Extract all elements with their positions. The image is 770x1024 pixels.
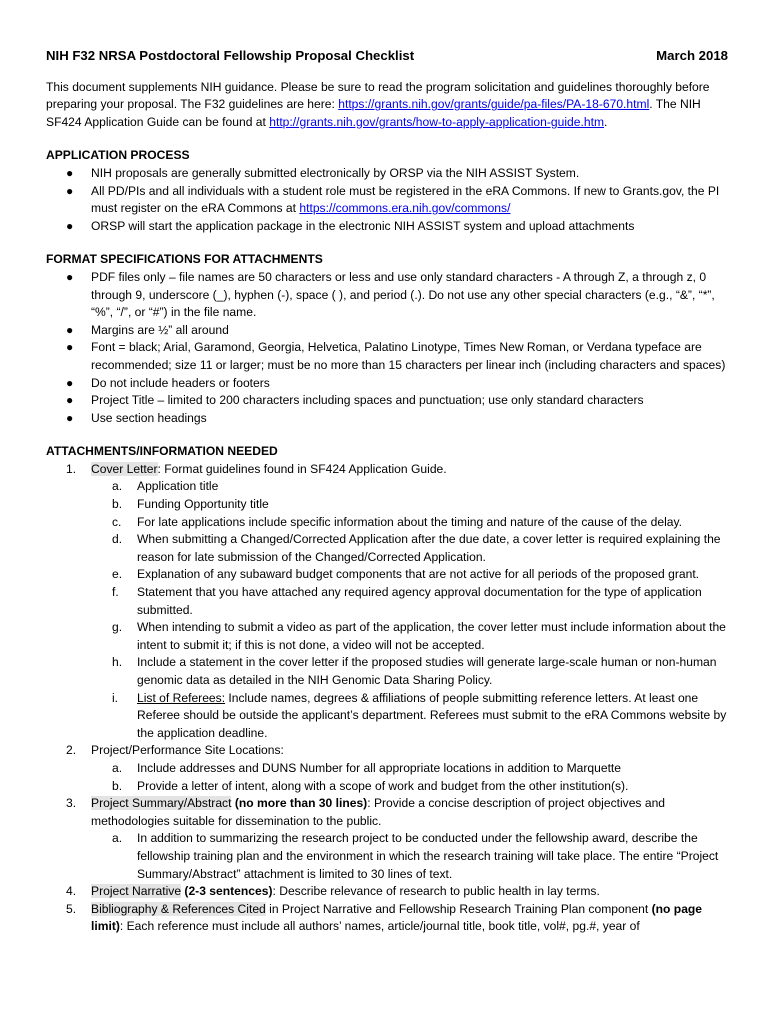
sub-item-referees: i. List of Referees: Include names, degrees & affiliations of people submitting reference letters. At least one Referee should be outside the applicant’s department. Referees must submit to the eRA Commons website by the application deadline. <box>112 690 727 740</box>
referees-label: List of Referees: <box>137 690 226 705</box>
sub-item: a. In addition to summarizing the research project to be conducted under the fellowship award, describe the fellowship training plan and the environment in which the research training will take place. The entire “Project Summary/Abstract” attachment is limited to 30 lines of text. <box>112 831 719 881</box>
list-item: ● Project Title – limited to 200 characters including spaces and punctuation; use only standard characters <box>46 392 728 410</box>
list-item: ● ORSP will start the application package in the electronic NIH ASSIST system and upload attachments <box>46 218 728 236</box>
sub-item: a. Application title <box>112 479 219 494</box>
bullet-icon: ● <box>66 375 74 390</box>
bullet-icon: ● <box>66 218 74 233</box>
bullet-icon: ● <box>66 269 74 284</box>
intro-paragraph <box>46 79 728 132</box>
list-item: ● Font = black; Arial, Garamond, Georgia, Helvetica, Palatino Linotype, Times New Roman, or Verdana typeface are recommended; size 11 or larger; must be no more than 15 characters per linear inch (including characters and spaces) <box>66 340 726 372</box>
document-header <box>46 47 728 65</box>
list-item-site-locations: 2. Project/Performance Site Locations: <box>66 743 284 758</box>
sub-item: a. Include addresses and DUNS Number for all appropriate locations in addition to Marquette <box>112 760 622 775</box>
sub-item: c. For late applications include specific information about the timing and nature of the cause of the delay. <box>112 514 682 529</box>
application-list <box>46 165 728 235</box>
list-item-cover-letter: 1. Cover Letter: Format guidelines found in SF424 Application Guide. <box>66 461 447 476</box>
sub-item: e. Explanation of any subaward budget components that are not active for all periods of the proposed grant. <box>112 567 700 582</box>
list-item: ● Use section headings <box>46 410 728 428</box>
sub-item: b. Funding Opportunity title <box>112 497 269 512</box>
bullet-icon: ● <box>66 165 74 180</box>
list-item: ● NIH proposals are generally submitted electronically by ORSP via the NIH ASSIST System. <box>46 165 728 183</box>
list-item-bibliography: 5. Bibliography & References Cited in Project Narrative and Fellowship Research Training Plan component (no page limit): Each reference must include all authors’ names, article/journal title, book title, vol#, pg.#, year of <box>66 901 703 934</box>
document-title: NIH F32 NRSA Postdoctoral Fellowship Proposal Checklist <box>46 48 415 63</box>
sub-item: b. Provide a letter of intent, along with a scope of work and budget from the other institution(s). <box>112 778 629 793</box>
document-date: March 2018 <box>656 48 728 63</box>
list-item: ● Do not include headers or footers <box>46 375 728 393</box>
bullet-icon: ● <box>66 393 74 408</box>
section-heading-format: FORMAT SPECIFICATIONS FOR ATTACHMENTS <box>46 252 323 267</box>
list-item: ● PDF files only – file names are 50 characters or less and use only standard characters - A through Z, a through z, 0 through 9, underscore (_), hyphen (-), space ( ), and period (.). Do not use any other special characters (e.g., “&”, “*”, “%”, “/”, or “#”) in the file name. <box>66 269 715 320</box>
bullet-icon: ● <box>66 410 74 425</box>
cover-letter-label: Cover Letter <box>91 461 158 476</box>
bibliography-label: Bibliography & References Cited <box>91 901 266 916</box>
format-list <box>46 269 728 427</box>
list-item-project-summary: 3. Project Summary/Abstract (no more than 30 lines): Provide a concise description of project objectives and methodologies suitable for dissemination to the public. <box>66 796 666 828</box>
section-heading-application: APPLICATION PROCESS <box>46 148 190 163</box>
intro-text: . The NIH SF424 Application Guide can be found at <box>46 97 701 129</box>
sub-item: f. Statement that you have attached any required agency approval documentation for the type of application submitted. <box>112 585 702 617</box>
list-item-project-narrative: 4. Project Narrative (2-3 sentences): Describe relevance of research to public health in lay terms. <box>66 884 600 899</box>
bullet-icon: ● <box>66 183 74 198</box>
sub-item: d. When submitting a Changed/Corrected Application after the due date, a cover letter is required explaining the reason for late submission of the Changed/Corrected Application. <box>112 532 721 564</box>
document-page <box>46 47 728 936</box>
sub-item: h. Include a statement in the cover letter if the proposed studies will generate large-scale human or non-human genomic data as detailed in the NIH Genomic Data Sharing Policy. <box>112 655 717 687</box>
bullet-icon: ● <box>66 322 74 337</box>
era-commons-link[interactable]: https://commons.era.nih.gov/commons/ <box>299 201 511 216</box>
sub-item: g. When intending to submit a video as part of the application, the cover letter must include information about the intent to submit it; if this is not done, a video will not be accepted. <box>112 620 726 652</box>
section-heading-attachments: ATTACHMENTS/INFORMATION NEEDED <box>46 444 278 459</box>
sf424-guide-link[interactable]: http://grants.nih.gov/grants/how-to-apply-application-guide.htm <box>269 114 605 129</box>
f32-guidelines-link[interactable]: https://grants.nih.gov/grants/guide/pa-files/PA-18-670.html <box>338 97 650 112</box>
bullet-icon: ● <box>66 340 74 355</box>
intro-text: . <box>604 114 608 129</box>
project-summary-label: Project Summary/Abstract <box>91 796 232 811</box>
project-narrative-label: Project Narrative <box>91 884 182 899</box>
list-item: ● All PD/PIs and all individuals with a student role must be registered in the eRA Commons. If new to Grants.gov, the PI must register on the eRA Commons at https://commons.era.nih.gov/commons/ <box>66 183 720 216</box>
list-item: ● Margins are ½” all around <box>46 322 728 340</box>
intro-text: This document supplements NIH guidance. Please be sure to read the program solicitation and guidelines thoroughly before preparing your proposal. The F32 guidelines are here: <box>46 79 710 112</box>
